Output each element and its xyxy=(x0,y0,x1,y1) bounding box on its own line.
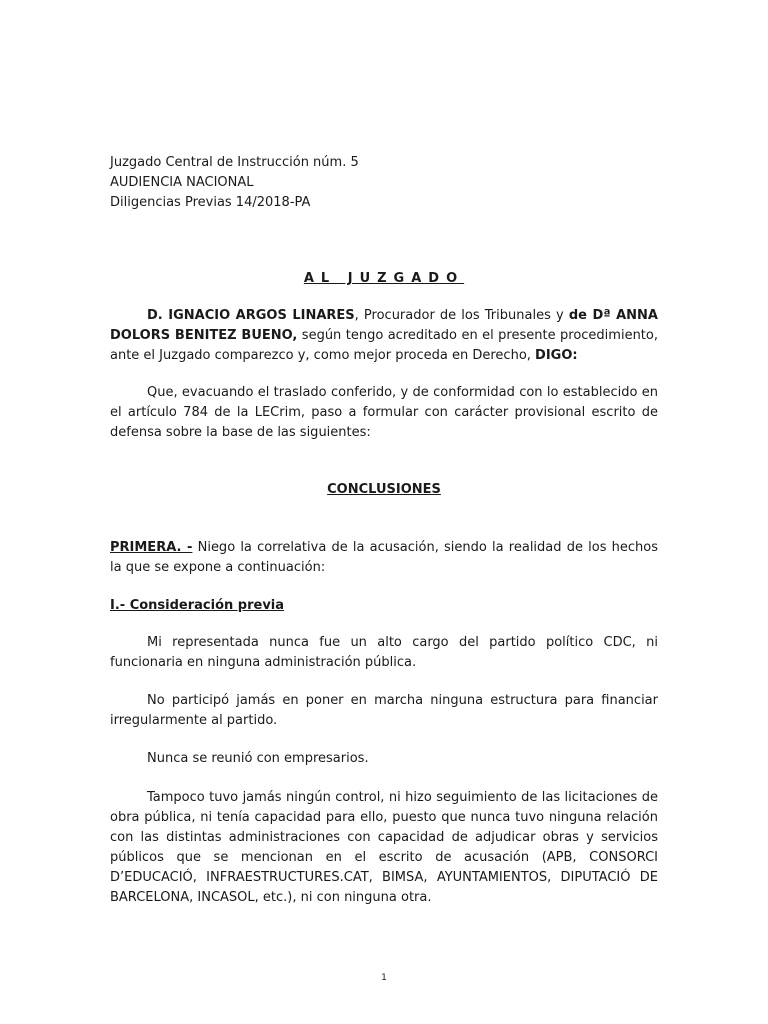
case-reference: Diligencias Previas 14/2018-PA xyxy=(110,195,311,210)
institution-name: AUDIENCIA NACIONAL xyxy=(110,175,254,190)
body-paragraph: Tampoco tuvo jamás ningún control, ni hizo seguimiento de las licitaciones de obra pública, ni tenía capacidad para ello, puesto que nunca tuvo ninguna relación con las distintas administraciones con capacidad de adjudicar obras y servicios públicos que se mencionan en el escrito de acusación (APB, CONSORCI D’EDUCACIÓ, INFRAESTRUCTURES.CAT, BIMSA, AYUNTAMIENTOS, DIPUTACIÓ DE BARCELONA, INCASOL, etc.), ni con ninguna otra. xyxy=(110,790,658,905)
page-number: 1 xyxy=(381,973,387,983)
court-name: Juzgado Central de Instrucción núm. 5 xyxy=(110,155,359,170)
traslado-paragraph: Que, evacuando el traslado conferido, y de conformidad con lo establecido en el artículo 784 de la LECrim, paso a formular con carácter provisional escrito de defensa sobre la base de las siguientes: xyxy=(110,385,658,440)
primera-label: PRIMERA. - xyxy=(110,540,193,555)
intro-text-1: , Procurador de los Tribunales y xyxy=(354,308,569,323)
addressee-heading: AL JUZGADO xyxy=(303,271,465,286)
intro-paragraph xyxy=(110,306,658,366)
conclusiones-heading: CONCLUSIONES xyxy=(327,482,441,497)
body-paragraph: Nunca se reunió con empresarios. xyxy=(147,751,369,766)
intro-text-2: según tengo acreditado en el presente procedimiento, ante el Juzgado comparezco y, como mejor proceda en Derecho, xyxy=(110,328,658,363)
procurador-name: D. IGNACIO ARGOS LINARES xyxy=(147,308,355,323)
primera-text: Niego la correlativa de la acusación, siendo la realidad de los hechos la que se expone a continuación: xyxy=(110,540,658,575)
client-name: de Dª ANNA DOLORS BENITEZ BUENO, xyxy=(110,308,658,343)
section-heading: I.- Consideración previa xyxy=(110,598,285,613)
digo-label: DIGO: xyxy=(535,348,578,363)
primera-paragraph xyxy=(110,538,658,578)
body-paragraph: Mi representada nunca fue un alto cargo del partido político CDC, ni funcionaria en ninguna administración pública. xyxy=(110,635,658,670)
body-paragraph: No participó jamás en poner en marcha ninguna estructura para financiar irregularmente al partido. xyxy=(110,693,658,728)
